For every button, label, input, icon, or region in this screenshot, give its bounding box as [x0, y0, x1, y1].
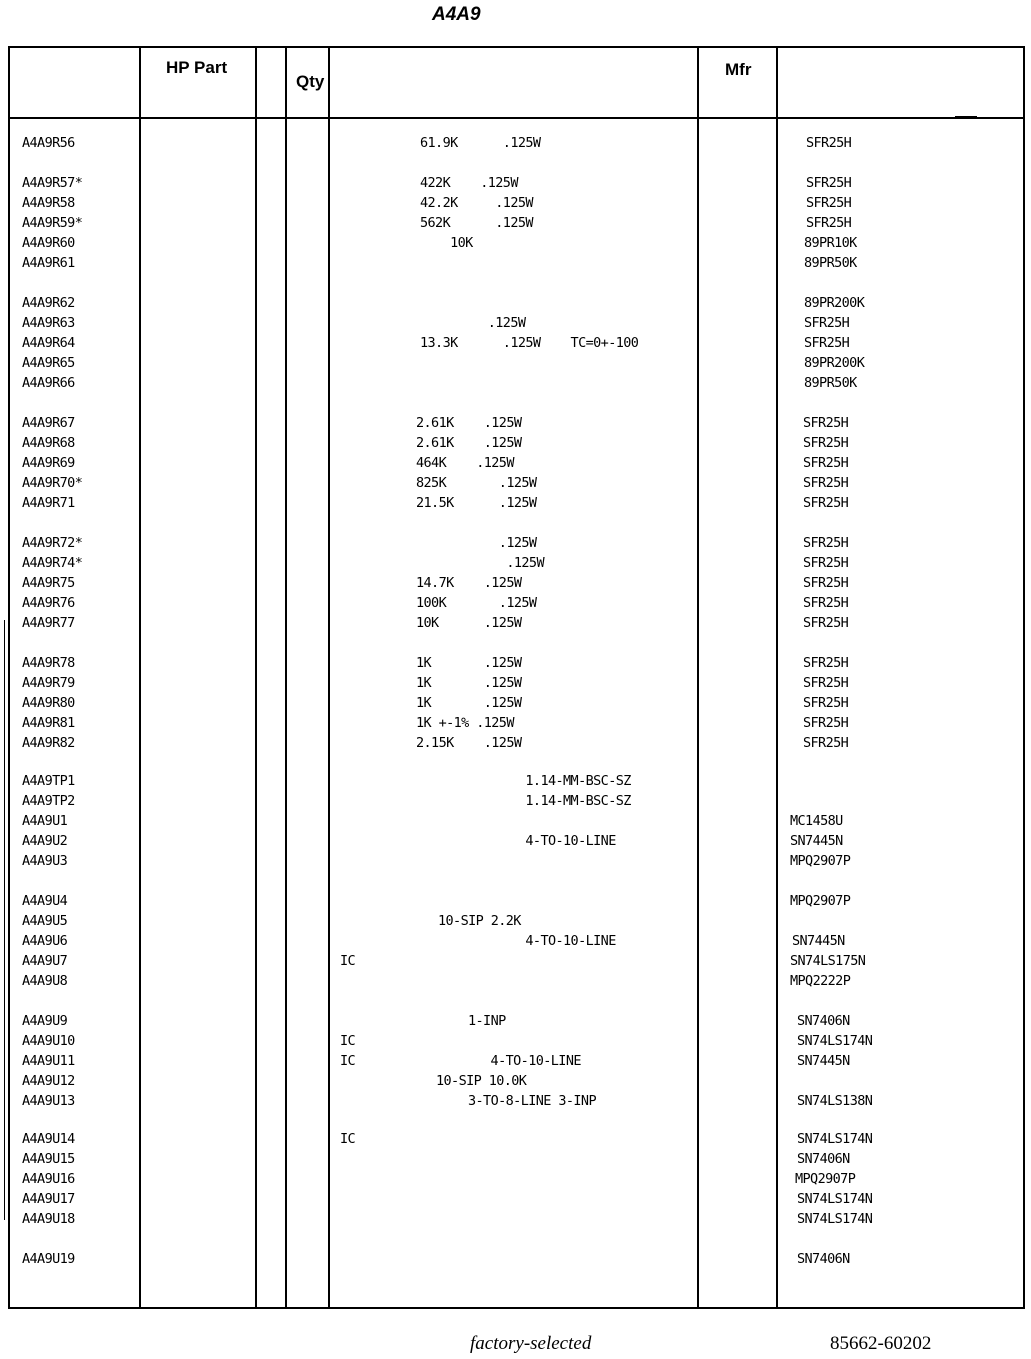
table-row	[0, 135, 1031, 155]
table-row	[0, 933, 1031, 953]
mfr-part-number: 89PR200K	[804, 355, 865, 371]
table-row	[0, 215, 1031, 235]
reference-designator: A4A9R75	[22, 575, 75, 591]
mfr-part-number: SN7406N	[797, 1151, 850, 1167]
mfr-part-number: 89PR200K	[804, 295, 865, 311]
reference-designator: A4A9U11	[22, 1053, 75, 1069]
table-row	[0, 953, 1031, 973]
mfr-part-number: SFR25H	[806, 215, 852, 231]
mfr-part-number: 89PR50K	[804, 255, 857, 271]
table-row	[0, 575, 1031, 595]
table-row	[0, 455, 1031, 475]
mfr-part-number: SN74LS175N	[790, 953, 866, 969]
reference-designator: A4A9U16	[22, 1171, 75, 1187]
mfr-part-number: SFR25H	[803, 555, 849, 571]
description: 4-TO-10-LINE	[420, 833, 616, 849]
table-row	[0, 535, 1031, 555]
table-row	[0, 475, 1031, 495]
reference-designator: A4A9R62	[22, 295, 75, 311]
reference-designator: A4A9R79	[22, 675, 75, 691]
reference-designator: A4A9U8	[22, 973, 68, 989]
mfr-part-number: SN7445N	[790, 833, 843, 849]
reference-designator: A4A9U19	[22, 1251, 75, 1267]
description: 825K .125W	[416, 475, 537, 491]
description: 14.7K .125W	[416, 575, 522, 591]
mfr-part-number: SFR25H	[806, 195, 852, 211]
description: 100K .125W	[416, 595, 537, 611]
reference-designator: A4A9R82	[22, 735, 75, 751]
mfr-part-number: SN74LS174N	[797, 1131, 873, 1147]
reference-designator: A4A9R57*	[22, 175, 83, 191]
description: 2.61K .125W	[416, 435, 522, 451]
reference-designator: A4A9R59*	[22, 215, 83, 231]
table-row	[0, 1171, 1031, 1191]
description: IC	[340, 953, 356, 969]
reference-designator: A4A9R70*	[22, 475, 83, 491]
table-row	[0, 655, 1031, 675]
table-row	[0, 833, 1031, 853]
footer-part-number: 85662-60202	[830, 1333, 932, 1354]
mfr-part-number: SFR25H	[806, 135, 852, 151]
mfr-part-number: SFR25H	[803, 575, 849, 591]
description: 1-INP	[468, 1013, 506, 1029]
reference-designator: A4A9U10	[22, 1033, 75, 1049]
reference-designator: A4A9R66	[22, 375, 75, 391]
table-row	[0, 415, 1031, 435]
reference-designator: A4A9R67	[22, 415, 75, 431]
reference-designator: A4A9R78	[22, 655, 75, 671]
mfr-part-number: MPQ2222P	[790, 973, 851, 989]
table-row	[0, 175, 1031, 195]
mfr-part-number: SFR25H	[803, 415, 849, 431]
table-row	[0, 1093, 1031, 1113]
table-row	[0, 1033, 1031, 1053]
reference-designator: A4A9TP1	[22, 773, 75, 789]
reference-designator: A4A9R71	[22, 495, 75, 511]
table-row	[0, 195, 1031, 215]
mfr-part-number: SN7445N	[792, 933, 845, 949]
mfr-part-number: SFR25H	[803, 455, 849, 471]
table-row	[0, 1053, 1031, 1073]
mfr-part-number: SN7406N	[797, 1251, 850, 1267]
header-divider-mark	[955, 116, 977, 117]
table-row	[0, 1251, 1031, 1271]
mfr-part-number: SN74LS174N	[797, 1211, 873, 1227]
mfr-part-number: SFR25H	[803, 715, 849, 731]
description: .125W	[420, 315, 526, 331]
mfr-part-number: MC1458U	[790, 813, 843, 829]
mfr-part-number: MPQ2907P	[790, 853, 851, 869]
reference-designator: A4A9R68	[22, 435, 75, 451]
mfr-part-number: SN74LS138N	[797, 1093, 873, 1109]
reference-designator: A4A9U2	[22, 833, 68, 849]
description: 1K .125W	[416, 695, 522, 711]
reference-designator: A4A9U1	[22, 813, 68, 829]
table-row	[0, 1013, 1031, 1033]
mfr-part-number: SN7406N	[797, 1013, 850, 1029]
description: 4-TO-10-LINE	[420, 933, 616, 949]
description: 21.5K .125W	[416, 495, 537, 511]
reference-designator: A4A9U15	[22, 1151, 75, 1167]
table-row	[0, 973, 1031, 993]
reference-designator: A4A9R64	[22, 335, 75, 351]
description: 1.14-MM-BSC-SZ	[420, 793, 631, 809]
reference-designator: A4A9R69	[22, 455, 75, 471]
description: 1K +-1% .125W	[416, 715, 514, 731]
mfr-part-number: 89PR10K	[804, 235, 857, 251]
description: 10K .125W	[416, 615, 522, 631]
reference-designator: A4A9R63	[22, 315, 75, 331]
table-row	[0, 435, 1031, 455]
table-row	[0, 913, 1031, 933]
table-row	[0, 793, 1031, 813]
description: 422K .125W	[420, 175, 518, 191]
footer-note: factory-selected	[470, 1333, 592, 1354]
table-row	[0, 1131, 1031, 1151]
reference-designator: A4A9R56	[22, 135, 75, 151]
description: 2.61K .125W	[416, 415, 522, 431]
table-row	[0, 813, 1031, 833]
table-row	[0, 675, 1031, 695]
description: 2.15K .125W	[416, 735, 522, 751]
reference-designator: A4A9U5	[22, 913, 68, 929]
mfr-part-number: SN74LS174N	[797, 1191, 873, 1207]
table-row	[0, 1151, 1031, 1171]
table-row	[0, 335, 1031, 355]
header-hp-part: HP Part	[166, 58, 228, 77]
description: 562K .125W	[420, 215, 533, 231]
description: 10-SIP 2.2K	[438, 913, 521, 929]
table-row	[0, 595, 1031, 615]
mfr-part-number: SFR25H	[803, 435, 849, 451]
reference-designator: A4A9U13	[22, 1093, 75, 1109]
reference-designator: A4A9R60	[22, 235, 75, 251]
table-row	[0, 1073, 1031, 1093]
description: 464K .125W	[416, 455, 514, 471]
mfr-part-number: SFR25H	[803, 535, 849, 551]
mfr-part-number: 89PR50K	[804, 375, 857, 391]
table-row	[0, 853, 1031, 873]
header-mfr: Mfr	[725, 60, 752, 79]
mfr-part-number: SN7445N	[797, 1053, 850, 1069]
table-row	[0, 1211, 1031, 1231]
reference-designator: A4A9R65	[22, 355, 75, 371]
description: IC 4-TO-10-LINE	[340, 1053, 581, 1069]
description: 10-SIP 10.0K	[436, 1073, 527, 1089]
table-row	[0, 375, 1031, 395]
reference-designator: A4A9TP2	[22, 793, 75, 809]
mfr-part-number: SFR25H	[804, 335, 850, 351]
table-row	[0, 555, 1031, 575]
header-qty: Qty	[296, 72, 325, 91]
reference-designator: A4A9U18	[22, 1211, 75, 1227]
description: IC	[340, 1131, 356, 1147]
reference-designator: A4A9U6	[22, 933, 68, 949]
description: 13.3K .125W TC=0+-100	[420, 335, 639, 351]
reference-designator: A4A9U7	[22, 953, 68, 969]
mfr-part-number: SFR25H	[803, 615, 849, 631]
description: 10K	[420, 235, 473, 251]
table-row	[0, 773, 1031, 793]
mfr-part-number: SFR25H	[803, 655, 849, 671]
description: 1K .125W	[416, 675, 522, 691]
table-row	[0, 1191, 1031, 1211]
description: IC	[340, 1033, 356, 1049]
reference-designator: A4A9U9	[22, 1013, 68, 1029]
table-row	[0, 355, 1031, 375]
description: 3-TO-8-LINE 3-INP	[468, 1093, 596, 1109]
reference-designator: A4A9U17	[22, 1191, 75, 1207]
reference-designator: A4A9U12	[22, 1073, 75, 1089]
mfr-part-number: SFR25H	[803, 735, 849, 751]
table-row	[0, 495, 1031, 515]
mfr-part-number: SFR25H	[804, 315, 850, 331]
mfr-part-number: SFR25H	[803, 695, 849, 711]
table-row	[0, 695, 1031, 715]
table-row	[0, 715, 1031, 735]
description: .125W	[416, 555, 544, 571]
reference-designator: A4A9R58	[22, 195, 75, 211]
table-row	[0, 315, 1031, 335]
reference-designator: A4A9R81	[22, 715, 75, 731]
reference-designator: A4A9R61	[22, 255, 75, 271]
reference-designator: A4A9R76	[22, 595, 75, 611]
mfr-part-number: SN74LS174N	[797, 1033, 873, 1049]
reference-designator: A4A9U14	[22, 1131, 75, 1147]
reference-designator: A4A9R74*	[22, 555, 83, 571]
description: 61.9K .125W	[420, 135, 541, 151]
mfr-part-number: SFR25H	[803, 675, 849, 691]
table-row	[0, 295, 1031, 315]
description: 42.2K .125W	[420, 195, 533, 211]
mfr-part-number: SFR25H	[803, 475, 849, 491]
header-divider	[8, 117, 1025, 119]
mfr-part-number: SFR25H	[806, 175, 852, 191]
reference-designator: A4A9R80	[22, 695, 75, 711]
description: .125W	[416, 535, 537, 551]
reference-designator: A4A9R72*	[22, 535, 83, 551]
mfr-part-number: MPQ2907P	[795, 1171, 856, 1187]
mfr-part-number: MPQ2907P	[790, 893, 851, 909]
reference-designator: A4A9U3	[22, 853, 68, 869]
table-row	[0, 615, 1031, 635]
table-row	[0, 255, 1031, 275]
table-row	[0, 893, 1031, 913]
mfr-part-number: SFR25H	[803, 495, 849, 511]
table-row	[0, 735, 1031, 755]
reference-designator: A4A9U4	[22, 893, 68, 909]
description: 1.14-MM-BSC-SZ	[420, 773, 631, 789]
table-row	[0, 235, 1031, 255]
page-title: A4A9	[432, 4, 481, 25]
description: 1K .125W	[416, 655, 522, 671]
reference-designator: A4A9R77	[22, 615, 75, 631]
mfr-part-number: SFR25H	[803, 595, 849, 611]
